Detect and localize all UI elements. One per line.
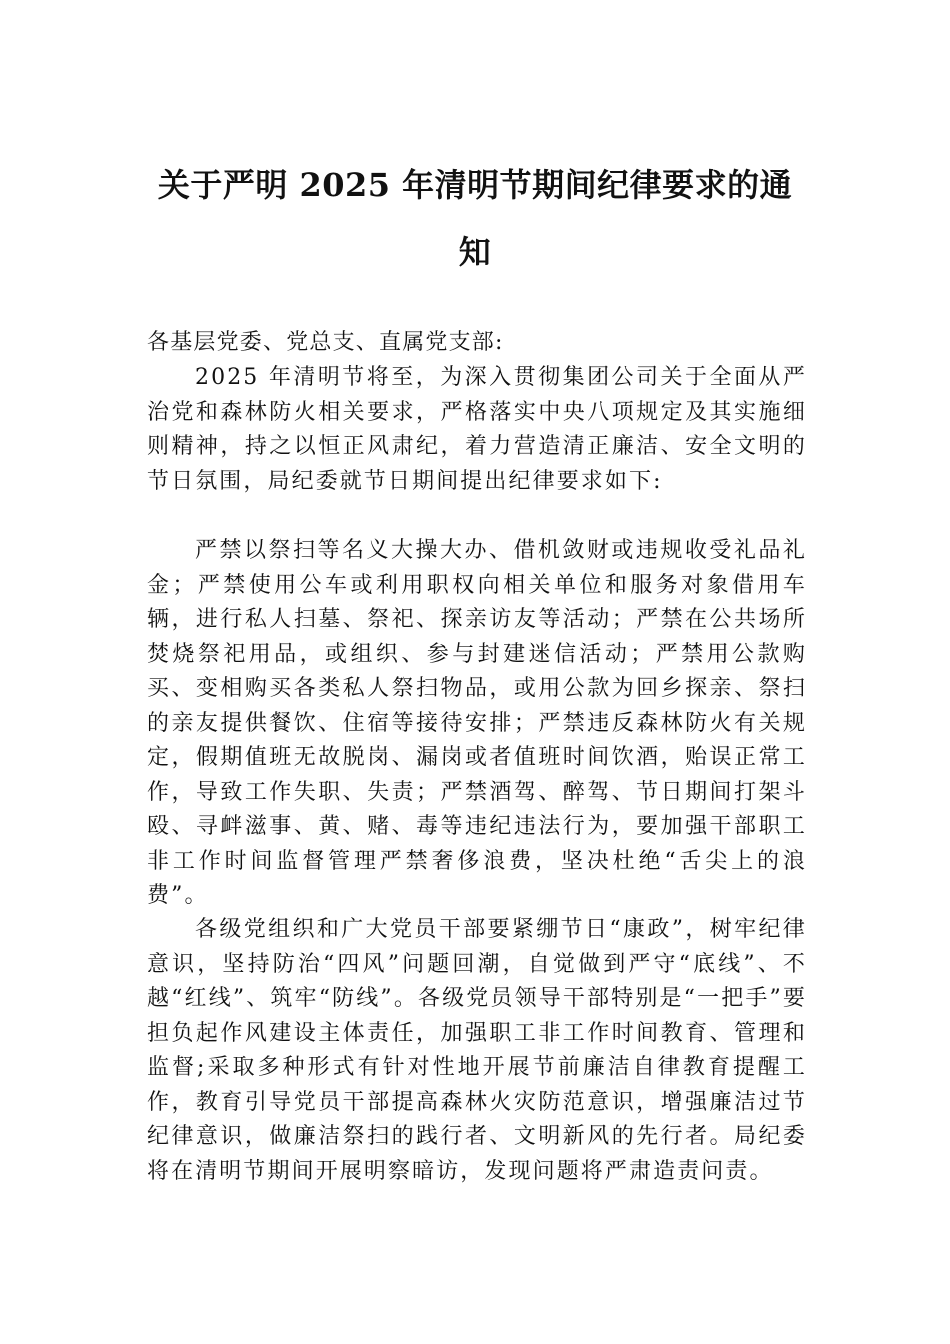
salutation: 各基层党委、党总支、直属党支部: xyxy=(147,330,504,355)
paragraph-intro: 2025 年清明节将至，为深入贯彻集团公司关于全面从严治党和森林防火相关要求，严格落实中央八项规定及其实施细则精神，持之以恒正风肃纪，着力营造清正廉洁、安全文明的节日氛围，局纪委就节日期间提出纪律要求如下: xyxy=(147,365,807,494)
document-title-line-2: 知 xyxy=(458,233,492,271)
document-title-line-1: 关于严明 2025 年清明节期间纪律要求的通 xyxy=(157,166,793,204)
paragraph-prohibitions: 严禁以祭扫等名义大操大办、借机敛财或违规收受礼品礼金；严禁使用公车或利用职权向相关单位和服务对象借用车辆，进行私人扫墓、祭祀、探亲访友等活动；严禁在公共场所焚烧祭祀用品，或组织、参与封建迷信活动；严禁用公款购买、变相购买各类私人祭扫物品，或用公款为回乡探亲、祭扫的亲友提供餐饮、住宿等接待安排；严禁违反森林防火有关规定，假期值班无故脱岗、漏岗或者值班时间饮酒，贻误正常工作，导致工作失职、失责；严禁酒驾、醉驾、节日期间打架斗殴、寻衅滋事、黄、赌、毒等违纪违法行为，要加强干部职工非工作时间监督管理严禁奢侈浪费，坚决杜绝“舌尖上的浪费”。 xyxy=(147,538,807,908)
paragraph-requirements: 各级党组织和广大党员干部要紧绷节日“康政”，树牢纪律意识，坚持防治“四风”问题回潮，自觉做到严守“底线”、不越“红线”、筑牢“防线”。各级党员领导干部特别是“一把手”要担负起作风建设主体责任，加强职工非工作时间教育、管理和监督;采取多种形式有针对性地开展节前廉洁自律教育提醒工作，教育引导党员干部提高森林火灾防范意识，增强廉洁过节纪律意识，做廉洁祭扫的践行者、文明新风的先行者。局纪委将在清明节期间开展明察暗访，发现问题将严肃造责问责。 xyxy=(147,917,807,1184)
